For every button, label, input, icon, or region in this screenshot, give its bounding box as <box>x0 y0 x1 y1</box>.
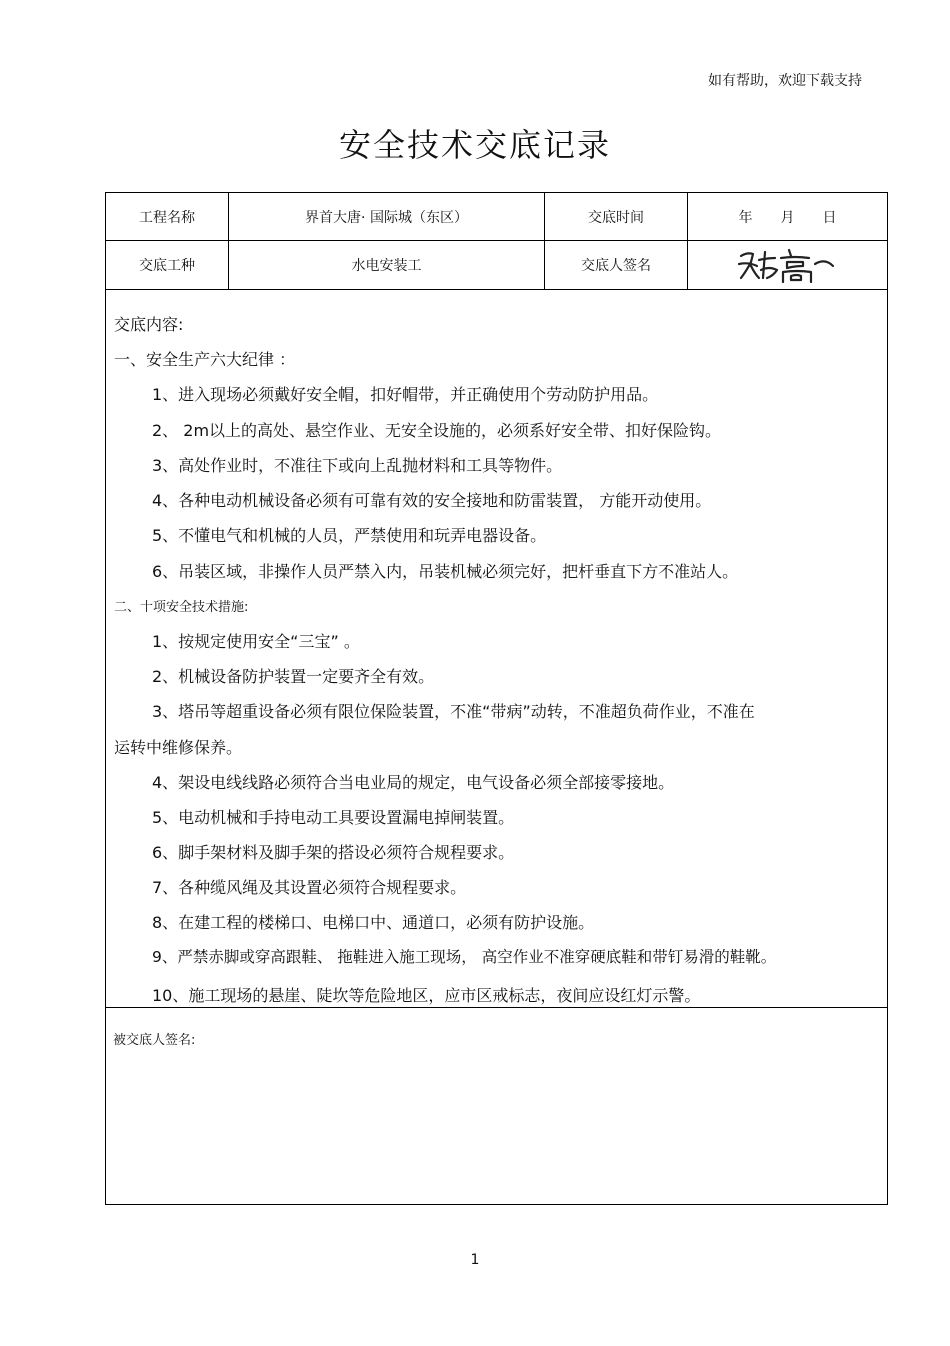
date-month: 月 <box>780 209 795 226</box>
project-name-value: 界首大唐· 国际城（东区） <box>229 193 545 240</box>
section1-item: 6、吊装区域，非操作人员严禁入内，吊装机械必须完好，把杆垂直下方不准站人。 <box>152 562 739 581</box>
form-row-trade <box>106 241 887 290</box>
section1-item: 5、不懂电气和机械的人员，严禁使用和玩弄电器设备。 <box>152 526 547 545</box>
section2-item: 7、各种缆风绳及其设置必须符合规程要求。 <box>152 878 467 897</box>
section2-item: 8、在建工程的楼梯口、电梯口中、通道口，必须有防护设施。 <box>152 913 595 932</box>
recipient-signature-area <box>106 1008 887 1204</box>
page-number: 1 <box>470 1252 480 1268</box>
time-label: 交底时间 <box>545 193 688 240</box>
signer-label: 交底人签名 <box>545 241 688 289</box>
trade-label: 交底工种 <box>106 241 229 289</box>
section2-item: 3、塔吊等超重设备必须有限位保险装置，不准“带病”动转，不准超负荷作业，不准在 <box>152 702 755 721</box>
header-note: 如有帮助，欢迎下载支持 <box>708 73 862 89</box>
section2-item: 5、电动机械和手持电动工具要设置漏电掉闸装置。 <box>152 808 515 827</box>
trade-value: 水电安装工 <box>229 241 545 289</box>
date-value <box>688 193 887 240</box>
section2-item: 1、按规定使用安全“三宝” 。 <box>152 632 360 651</box>
section2-item: 4、架设电线线路必须符合当电业局的规定，电气设备必须全部接零接地。 <box>152 773 675 792</box>
section1-title: 一、安全生产六大纪律 ： <box>114 350 296 369</box>
form-row-project <box>106 193 887 241</box>
section2-item-continued: 运转中维修保养。 <box>114 738 243 757</box>
section2-item: 6、脚手架材料及脚手架的搭设必须符合规程要求。 <box>152 843 515 862</box>
section2-item: 10、施工现场的悬崖、陡坎等危险地区，应市区戒标志，夜间应设红灯示警。 <box>152 986 701 1005</box>
page-title: 安全技术交底记录 <box>338 126 611 164</box>
section1-item: 3、高处作业时，不准往下或向上乱抛材料和工具等物件。 <box>152 456 563 475</box>
section2-item: 9、严禁赤脚或穿高跟鞋、 拖鞋进入施工现场， 高空作业不准穿硬底鞋和带钉易滑的鞋靴。 <box>152 948 777 966</box>
signature-image <box>733 244 843 286</box>
section1-item: 4、各种电动机械设备必须有可靠有效的安全接地和防雷装置， 方能开动使用。 <box>152 491 712 510</box>
disclosure-form <box>105 192 888 1205</box>
section2-item: 2、机械设备防护装置一定要齐全有效。 <box>152 667 435 686</box>
section2-title: 二、十项安全技术措施: <box>114 600 249 615</box>
project-name-label: 工程名称 <box>106 193 229 240</box>
content-heading: 交底内容: <box>114 315 184 334</box>
disclosure-content <box>106 290 887 1008</box>
section1-item: 1、进入现场必须戴好安全帽，扣好帽带，并正确使用个劳动防护用品。 <box>152 385 659 404</box>
recipient-signature-label: 被交底人签名: <box>113 1033 196 1048</box>
date-day: 日 <box>822 209 837 226</box>
date-year: 年 <box>738 209 753 226</box>
handwritten-signature <box>688 241 887 289</box>
section1-item: 2、 2m以上的高处、悬空作业、无安全设施的，必须系好安全带、扣好保险钩。 <box>152 421 722 440</box>
